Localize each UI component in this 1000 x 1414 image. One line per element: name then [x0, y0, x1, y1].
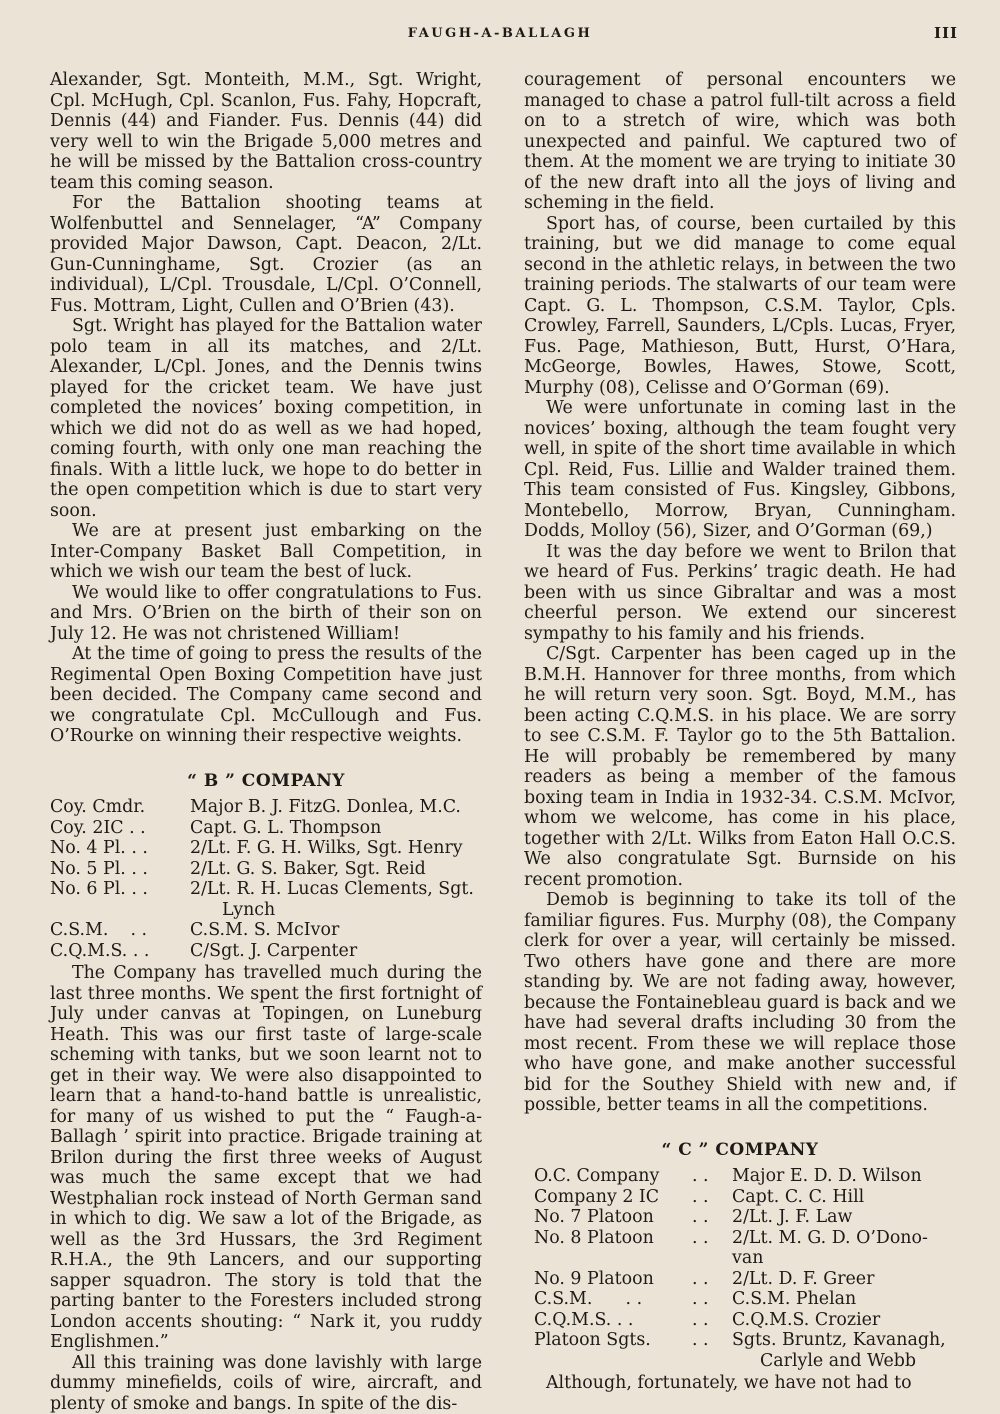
roster-row [534, 1166, 956, 1187]
roster-name [180, 879, 482, 920]
roster-role: No. 9 Platoon [534, 1269, 692, 1290]
paragraph: Alexander, Sgt. Monteith, M.M., Sgt. Wright, Cpl. McHugh, Cpl. Scanlon, Fus. Fahy, Hopcraft, Dennis (44) and Fiander. Fus. Dennis (44) did very well to win the Brigade 5,000 metres and he will be missed by the Battalion cross-country team this coming season. [50, 70, 482, 193]
roster-name-line: 2/Lt. M. G. D. O’Dono- [732, 1228, 928, 1248]
roster-row [50, 797, 482, 818]
roster-name: C.S.M. S. McIvor [180, 920, 482, 941]
roster-name: C.Q.M.S. Crozier [732, 1310, 956, 1331]
roster-role: C.Q.M.S. . . [50, 941, 180, 962]
roster-name [732, 1228, 956, 1269]
paragraph: It was the day before we went to Brilon that we heard of Fus. Perkins’ tragic death. He had been with us since Gibraltar and was a most cheerful person. We extend our sincerest sympathy to his family and his friends. [524, 542, 956, 645]
roster-name: 2/Lt. F. G. H. Wilks, Sgt. Henry [180, 838, 482, 859]
paragraph: couragement of personal encounters we managed to chase a patrol full-tilt across a field on to a stretch of wire, which was both unexpected and painful. We captured two of them. At the moment we are trying to initiate 30 of the new draft into all the joys of living and scheming in the field. [524, 70, 956, 214]
roster-name: Major E. D. D. Wilson [732, 1166, 956, 1187]
roster-role: C.S.M. . . [50, 920, 180, 941]
roster-row [50, 818, 482, 839]
paragraph: Although, fortunately, we have not had to [524, 1373, 956, 1394]
paragraph: C/Sgt. Carpenter has been caged up in the B.M.H. Hannover for three months, from which he will return very soon. Sgt. Boyd, M.M., has been acting C.Q.M.S. in his place. We are sorry to see C.S.M. F. Taylor go to the 5th Battalion. He will probably be remembered by many readers as being a member of the famous boxing team in India in 1932-34. C.S.M. McIvor, whom we welcome, has come in his place, together with 2/Lt. Wilks from Eaton Hall O.C.S. We also congratulate Sgt. Burnside on his recent promotion. [524, 644, 956, 890]
roster-dots: . . [692, 1207, 732, 1228]
roster-row [50, 879, 482, 920]
left-column [50, 70, 482, 1414]
roster-row [50, 920, 482, 941]
roster-role: Coy. Cmdr. [50, 797, 180, 818]
roster-name: 2/Lt. D. F. Greer [732, 1269, 956, 1290]
b-company-roster [50, 797, 482, 961]
running-title: FAUGH-A-BALLAGH [0, 26, 1000, 41]
roster-name [732, 1330, 956, 1371]
roster-name: 2/Lt. J. F. Law [732, 1207, 956, 1228]
roster-dots: . . [692, 1166, 732, 1187]
roster-row [50, 838, 482, 859]
roster-role: No. 4 Pl. . . [50, 838, 180, 859]
running-head [0, 26, 1000, 48]
roster-role: Coy. 2IC . . [50, 818, 180, 839]
paragraph: At the time of going to press the results of the Regimental Open Boxing Competition have just been decided. The Company came second and we congratulate Cpl. McCullough and Fus. O’Rourke on winning their respective weights. [50, 644, 482, 747]
roster-name-line: Sgts. Bruntz, Kavanagh, [732, 1330, 946, 1350]
roster-row [534, 1330, 956, 1371]
roster-name: Major B. J. FitzG. Donlea, M.C. [180, 797, 482, 818]
roster-dots: . . [692, 1310, 732, 1331]
roster-dots: . . [692, 1269, 732, 1290]
page-number: III [934, 24, 958, 42]
paragraph: For the Battalion shooting teams at Wolfenbuttel and Sennelager, “A” Company provided Major Dawson, Capt. Deacon, 2/Lt. Gun-Cunninghame, Sgt. Crozier (as an individual), L/Cpl. Trousdale, L/Cpl. O’Connell, Fus. Mottram, Light, Cullen and O’Brien (43). [50, 193, 482, 316]
roster-name: Capt. C. C. Hill [732, 1187, 956, 1208]
right-column [524, 70, 956, 1394]
roster-dots: . . [692, 1187, 732, 1208]
paragraph: The Company has travelled much during the last three months. We spent the first fortnight of July under canvas at Topingen, on Luneburg Heath. This was our first taste of large-scale scheming with tanks, but we soon learnt not to get in their way. We were also disappointed to learn that a hand-to-hand battle is unrealistic, for many of us wished to put the “ Faugh-a-Ballagh ’ spirit into practice. Brigade training at Brilon during the first three weeks of August was much the same except that we had Westphalian rock instead of North German sand in which to dig. We saw a lot of the Brigade, as well as the 3rd Hussars, the 3rd Regiment R.H.A., the 9th Lancers, and our supporting sapper squadron. The story is told that the parting banter to the Foresters included strong London accents shouting: “ Nark it, you ruddy Englishmen.” [50, 963, 482, 1353]
roster-row [534, 1187, 956, 1208]
roster-role: No. 7 Platoon [534, 1207, 692, 1228]
roster-name: Capt. G. L. Thompson [180, 818, 482, 839]
roster-dots: . . [692, 1228, 732, 1269]
b-company-heading: “ B ” COMPANY [50, 771, 482, 792]
paragraph: Sport has, of course, been curtailed by this training, but we did manage to come equal second in the athletic relays, in between the two training periods. The stalwarts of our team were Capt. G. L. Thompson, C.S.M. Taylor, Cpls. Crowley, Farrell, Saunders, L/Cpls. Lucas, Fryer, Fus. Page, Mathieson, Butt, Hurst, O’Hara, McGeorge, Bowles, Hawes, Stowe, Scott, Murphy (08), Celisse and O’Gorman (69). [524, 214, 956, 399]
roster-row [534, 1207, 956, 1228]
roster-role: No. 8 Platoon [534, 1228, 692, 1269]
roster-row [50, 941, 482, 962]
paragraph: Demob is beginning to take its toll of the familiar figures. Fus. Murphy (08), the Company clerk for over a year, will certainly be missed. Two others have gone and there are more standing by. We are not fading away, however, because the Fontainebleau guard is back and we have had several drafts including 30 from the most recent. From these we will replace those who have gone, and make another successful bid for the Southey Shield with new and, if possible, better teams in all the competitions. [524, 890, 956, 1116]
roster-name: C.S.M. Phelan [732, 1289, 956, 1310]
paragraph: We are at present just embarking on the Inter-Company Basket Ball Competition, in which we wish our team the best of luck. [50, 521, 482, 583]
roster-row [534, 1269, 956, 1290]
roster-row [534, 1228, 956, 1269]
roster-row [534, 1310, 956, 1331]
paragraph: Sgt. Wright has played for the Battalion water polo team in all its matches, and 2/Lt. Alexander, L/Cpl. Jones, and the Dennis twins played for the cricket team. We have just completed the novices’ boxing competition, in which we did not do as well as we had hoped, coming fourth, with only one man reaching the finals. With a little luck, we hope to do better in the open competition which is due to start very soon. [50, 316, 482, 521]
roster-role: Company 2 IC [534, 1187, 692, 1208]
roster-row [534, 1289, 956, 1310]
roster-role: C.Q.M.S. . . [534, 1310, 692, 1331]
roster-dots: . . [692, 1289, 732, 1310]
roster-row [50, 859, 482, 880]
roster-name-continuation: Carlyle and Webb [732, 1351, 956, 1372]
roster-name: C/Sgt. J. Carpenter [180, 941, 482, 962]
roster-dots: . . [692, 1330, 732, 1371]
c-company-heading: “ C ” COMPANY [524, 1140, 956, 1161]
paragraph: We were unfortunate in coming last in the novices’ boxing, although the team fought very well, in spite of the short time available in which Cpl. Reid, Fus. Lillie and Walder trained them. This team consisted of Fus. Kingsley, Gibbons, Montebello, Morrow, Bryan, Cunningham. Dodds, Molloy (56), Sizer, and O’Gorman (69,) [524, 398, 956, 542]
roster-role: C.S.M. . . [534, 1289, 692, 1310]
roster-role: O.C. Company [534, 1166, 692, 1187]
roster-name-line: 2/Lt. R. H. Lucas Clements, Sgt. [190, 879, 474, 899]
roster-name-continuation: Lynch [190, 900, 482, 921]
roster-role: No. 5 Pl. . . [50, 859, 180, 880]
roster-name-continuation: van [732, 1248, 956, 1269]
paragraph: All this training was done lavishly with large dummy minefields, coils of wire, aircraft, and plenty of smoke and bangs. In spite of the dis- [50, 1353, 482, 1414]
roster-name: 2/Lt. G. S. Baker, Sgt. Reid [180, 859, 482, 880]
paragraph: We would like to offer congratulations to Fus. and Mrs. O’Brien on the birth of their son on July 12. He was not christened William! [50, 583, 482, 645]
c-company-roster [524, 1166, 956, 1371]
roster-role: No. 6 Pl. . . [50, 879, 180, 920]
roster-role: Platoon Sgts. [534, 1330, 692, 1371]
